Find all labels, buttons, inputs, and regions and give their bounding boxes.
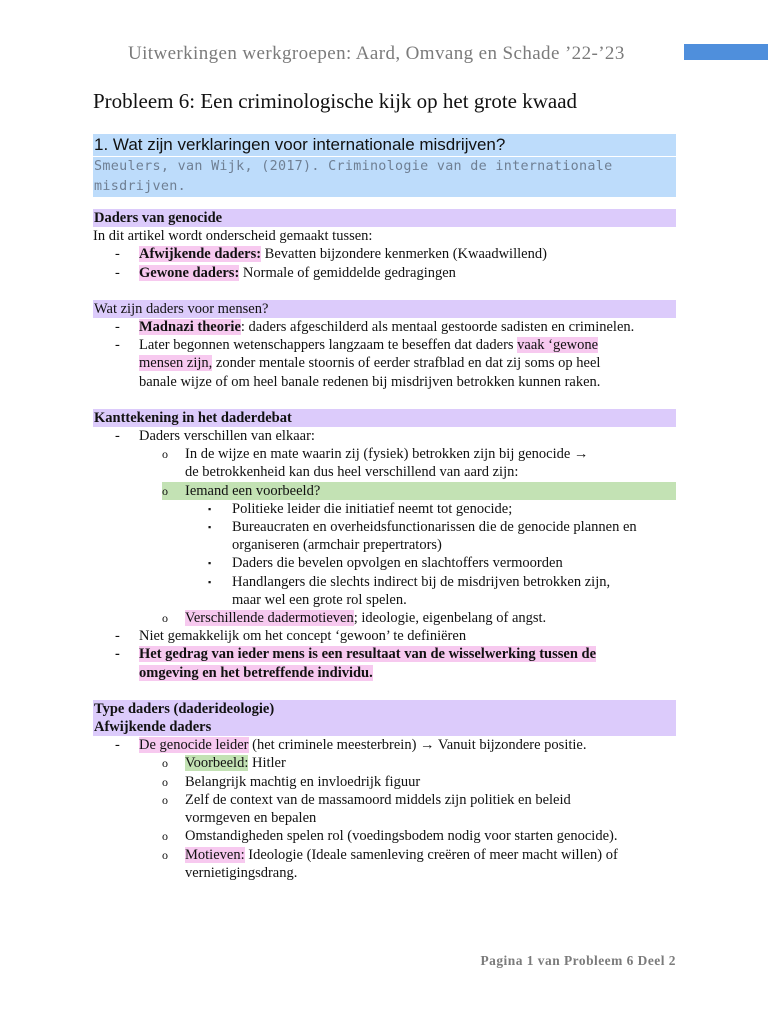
sub-list-item-highlight	[162, 482, 676, 500]
source-citation: Smeulers, van Wijk, (2017). Criminologie van de internationale misdrijven.	[93, 157, 676, 197]
sub-list-item	[93, 846, 676, 864]
sub-list-item	[93, 445, 676, 463]
term-text: Bevatten bijzondere kenmerken (Kwaadwillend)	[261, 246, 547, 263]
circle-marker: o	[162, 829, 168, 844]
square-list-item	[93, 573, 676, 591]
circle-marker: o	[162, 756, 168, 771]
dash-marker: -	[115, 646, 120, 663]
list-item	[93, 264, 676, 282]
highlight-segment: omgeving en het betreffende individu.	[139, 664, 373, 681]
term-text: : daders afgeschilderd als mentaal gestoorde sadisten en criminelen.	[240, 319, 635, 336]
item-text: Belangrijk machtig en invloedrijk figuur	[185, 773, 421, 790]
square-list-item	[93, 500, 676, 518]
item-text: Iemand een voorbeeld?	[185, 482, 321, 499]
list-item	[93, 627, 676, 645]
sub-list-item	[93, 609, 676, 627]
item-text: Niet gemakkelijk om het concept ‘gewoon’ te definiëren	[139, 628, 467, 645]
question-heading: 1. Wat zijn verklaringen voor internationale misdrijven?	[93, 134, 676, 156]
text-segment: Ideologie (Ideale samenleving creëren of meer macht willen) of	[244, 846, 618, 863]
text-segment: zonder mentale stoornis of eerder strafblad en dat zij soms op heel	[212, 355, 601, 372]
item-text: Omstandigheden spelen rol (voedingsbodem nodig voor starten genocide).	[185, 828, 618, 845]
highlight-segment: Verschillende dadermotieven	[185, 610, 354, 627]
section-heading-daders: Daders van genocide	[93, 209, 676, 227]
dash-marker: -	[115, 737, 120, 754]
sub-list-item	[93, 791, 676, 809]
highlight-segment: Voorbeeld:	[185, 755, 249, 772]
item-text: In de wijze en mate waarin zij (fysiek) betrokken zijn bij genocide →	[185, 446, 589, 463]
square-marker: ▪	[208, 558, 212, 569]
highlight-segment: De genocide leider	[139, 737, 249, 754]
dash-marker: -	[115, 428, 120, 445]
sub-list-item-continuation: de betrokkenheid kan dus heel verschillend van aard zijn:	[185, 464, 519, 481]
term-text: Normale of gemiddelde gedragingen	[239, 264, 456, 281]
sub-list-item-continuation: vernietigingsdrang.	[185, 864, 298, 881]
item-text: Handlangers die slechts indirect bij de misdrijven betrokken zijn,	[232, 573, 611, 590]
square-list-item-continuation: organiseren (armchair prepertrators)	[232, 537, 442, 554]
document-title: Probleem 6: Een criminologische kijk op het grote kwaad	[93, 89, 578, 113]
document-body	[93, 134, 676, 882]
section-heading-kanttekening: Kanttekening in het daderdebat	[93, 409, 676, 427]
term-label: Madnazi theorie	[139, 319, 241, 336]
section-heading-mensen: Wat zijn daders voor mensen?	[93, 300, 676, 318]
item-text: Politieke leider die initiatief neemt tot genocide;	[232, 500, 513, 517]
sub-list-item	[93, 754, 676, 772]
sub-list-item	[93, 827, 676, 845]
list-item-continuation	[93, 664, 676, 682]
text-segment: Hitler	[248, 755, 286, 772]
circle-marker: o	[162, 792, 168, 807]
sub-list-item	[93, 773, 676, 791]
list-item	[93, 645, 676, 663]
highlight-segment: mensen zijn,	[139, 355, 213, 372]
list-item	[93, 318, 676, 336]
circle-marker: o	[162, 447, 168, 462]
page-footer: Pagina 1 van Probleem 6 Deel 2	[480, 953, 676, 968]
dash-marker: -	[115, 246, 120, 263]
text-segment: ; ideologie, eigenbelang of angst.	[353, 610, 547, 627]
item-text: Bureaucraten en overheidsfunctionarissen die de genocide plannen en	[232, 519, 637, 536]
highlight-segment: Motieven:	[185, 846, 245, 863]
dash-marker: -	[115, 337, 120, 354]
square-list-item	[93, 518, 676, 536]
square-list-item	[93, 554, 676, 572]
text-segment: (het criminele meesterbrein) → Vanuit bijzondere positie.	[248, 737, 587, 754]
dash-marker: -	[115, 264, 120, 281]
term-label: Gewone daders:	[139, 264, 240, 281]
list-item	[93, 336, 676, 354]
intro-text: In dit artikel wordt onderscheid gemaakt tussen:	[93, 228, 373, 245]
circle-marker: o	[162, 774, 168, 789]
square-marker: ▪	[208, 522, 212, 533]
sub-list-item-continuation: vormgeven en bepalen	[185, 810, 317, 827]
dash-marker: -	[115, 319, 120, 336]
square-marker: ▪	[208, 576, 212, 587]
circle-marker: o	[162, 611, 168, 626]
item-text: Daders die bevelen opvolgen en slachtoffers vermoorden	[232, 555, 563, 572]
section-heading-type-daders: Type daders (daderideologie)	[93, 700, 676, 718]
dash-marker: -	[115, 628, 120, 645]
list-item-continuation: banale wijze of om heel banale redenen bij misdrijven betrokken kunnen raken.	[139, 373, 601, 390]
term-label: Afwijkende daders:	[139, 246, 262, 263]
circle-marker: o	[162, 847, 168, 862]
list-item	[93, 736, 676, 754]
item-text: Daders verschillen van elkaar:	[139, 428, 315, 445]
subsection-heading: Afwijkende daders	[93, 718, 676, 736]
square-marker: ▪	[208, 503, 212, 514]
header-accent-bar	[684, 44, 768, 60]
item-text: Zelf de context van de massamoord middels zijn politiek en beleid	[185, 791, 571, 808]
square-list-item-continuation: maar wel een grote rol spelen.	[232, 591, 407, 608]
list-item	[93, 245, 676, 263]
text-segment: Later begonnen wetenschappers langzaam te beseffen dat daders	[139, 337, 518, 354]
list-item-continuation	[93, 354, 676, 372]
list-item	[93, 427, 676, 445]
highlight-segment: vaak ‘gewone	[517, 337, 599, 354]
circle-marker: o	[162, 483, 168, 498]
page-header: Uitwerkingen werkgroepen: Aard, Omvang en Schade ’22-’23	[128, 43, 625, 64]
highlight-segment: Het gedrag van ieder mens is een resultaat van de wisselwerking tussen de	[139, 646, 597, 663]
